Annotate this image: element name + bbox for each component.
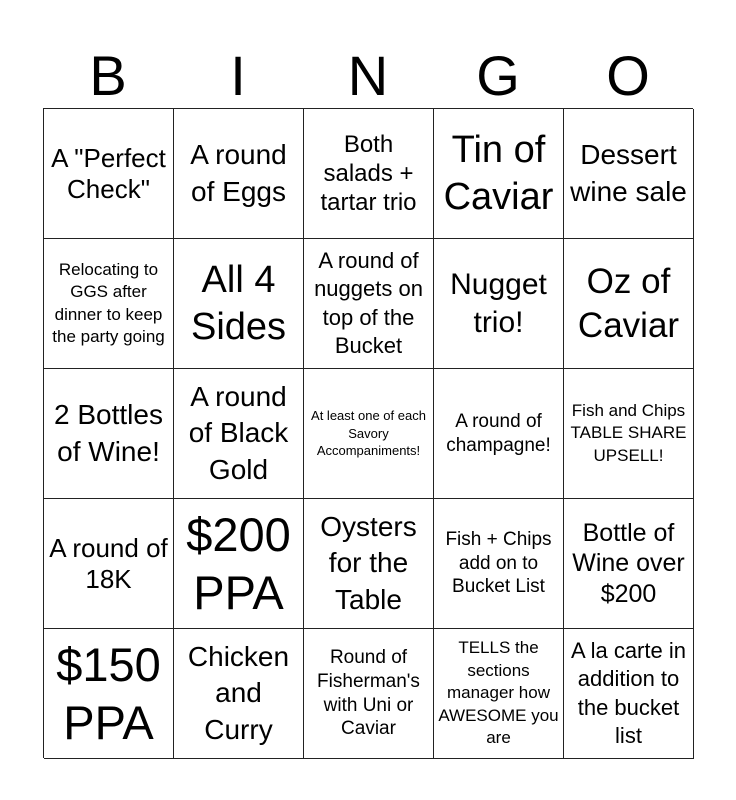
cell-text: A round of nuggets on top of the Bucket [314,248,423,358]
bingo-cell[interactable] [434,109,564,239]
cell-text: Nugget trio! [450,268,547,339]
bingo-cell[interactable] [44,629,174,759]
cell-text: Chicken and Curry [187,640,290,745]
cell-text: Fish and Chips TABLE SHARE UPSELL! [570,400,687,465]
cell-text: A round of champagne! [446,410,551,456]
bingo-cell[interactable] [434,499,564,629]
bingo-cell[interactable] [44,499,174,629]
cell-text: A la carte in addition to the bucket list [571,638,686,748]
bingo-cell[interactable] [304,629,434,759]
bingo-cell[interactable] [44,239,174,369]
header-letter-i: I [230,44,246,107]
bingo-cell[interactable] [174,499,304,629]
bingo-cell[interactable] [174,369,304,499]
cell-text: Round of Fisherman's with Uni or Caviar [317,647,420,740]
cell-text: Tin of Caviar [443,129,554,218]
bingo-cell[interactable] [304,499,434,629]
cell-text: TELLS the sections manager how AWESOME you are [438,638,559,748]
bingo-cell[interactable] [174,109,304,239]
bingo-cell[interactable] [434,629,564,759]
cell-text: Fish + Chips add on to Bucket List [445,528,552,598]
cell-text: A round of 18K [49,533,168,594]
header-letter-g: G [476,44,520,107]
cell-text: 2 Bottles of Wine! [54,399,163,467]
cell-text: A round of Eggs [190,139,287,207]
bingo-cell[interactable] [564,239,694,369]
cell-text: Dessert wine sale [570,139,687,207]
bingo-header [43,44,693,108]
cell-text: A "Perfect Check" [51,143,166,204]
header-letter-o: O [606,44,650,107]
cell-text: Relocating to GGS after dinner to keep the party going [52,259,165,346]
bingo-cell[interactable] [304,239,434,369]
bingo-cell[interactable] [44,109,174,239]
header-letter-n: N [347,44,389,107]
cell-text: Both salads + tartar trio [320,130,417,217]
bingo-cell[interactable] [564,369,694,499]
cell-text: $200 PPA [186,508,291,619]
cell-text: Bottle of Wine over $200 [572,518,685,608]
cell-text: At least one of each Savory Accompaniments! [311,408,426,459]
cell-text: A round of Black Gold [188,380,289,485]
cell-text: Oysters for the Table [320,510,417,615]
bingo-cell[interactable] [304,369,434,499]
cell-text: Oz of Caviar [577,262,680,345]
bingo-cell[interactable] [174,629,304,759]
bingo-board [43,108,693,758]
bingo-cell[interactable] [304,109,434,239]
bingo-cell[interactable] [564,109,694,239]
bingo-cell[interactable] [434,239,564,369]
bingo-cell[interactable] [564,629,694,759]
cell-text: All 4 Sides [190,259,287,348]
bingo-cell[interactable] [44,369,174,499]
bingo-cell[interactable] [434,369,564,499]
bingo-cell[interactable] [564,499,694,629]
bingo-cell[interactable] [174,239,304,369]
header-letter-b: B [89,44,127,107]
cell-text: $150 PPA [56,638,161,749]
